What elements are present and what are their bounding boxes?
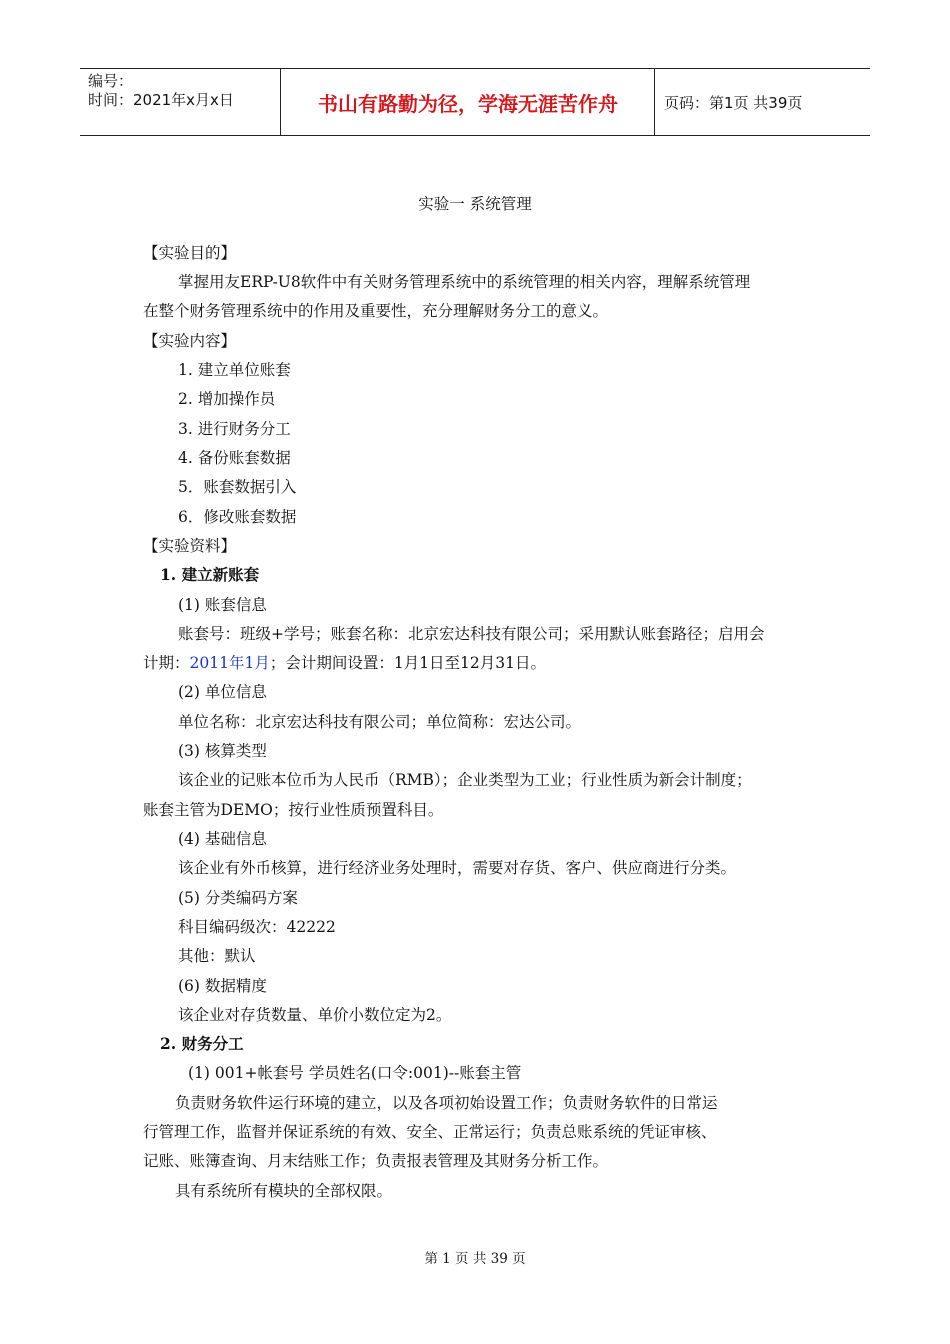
paragraph-line: 具有系统所有模块的全部权限。 (175, 1182, 393, 1200)
header-page-info: 页码：第1页 共39页 (664, 93, 803, 112)
header-divider-left (280, 69, 281, 135)
list-item: 1. 建立单位账套 (178, 361, 291, 379)
item-heading: (5) 分类编码方案 (178, 889, 298, 907)
paragraph-line: 掌握用友ERP-U8软件中有关财务管理系统中的系统管理的相关内容，理解系统管理 (178, 273, 751, 291)
paragraph-line: 科目编码级次：42222 (178, 918, 336, 936)
paragraph-line: 单位名称：北京宏达科技有限公司；单位简称：宏达公司。 (178, 713, 582, 731)
text-span: 计期： (143, 654, 190, 672)
item-heading: (1) 账套信息 (178, 596, 267, 614)
paragraph-line: 该企业对存货数量、单价小数位定为2。 (178, 1006, 452, 1024)
paragraph-line: 记账、账簿查询、月末结账工作；负责报表管理及其财务分析工作。 (143, 1152, 609, 1170)
subsection-heading: 2. 财务分工 (160, 1034, 244, 1053)
list-item: 3. 进行财务分工 (178, 420, 291, 438)
header-time-label: 时间：2021年x月x日 (88, 91, 234, 109)
text-span: ；会计期间设置：1月1日至12月31日。 (269, 654, 546, 672)
paragraph-line: 该企业有外币核算，进行经济业务处理时，需要对存货、客户、供应商进行分类。 (178, 859, 737, 877)
header-divider-right (654, 69, 655, 135)
header-number-label: 编号： (88, 72, 134, 90)
item-heading: (2) 单位信息 (178, 683, 267, 701)
item-heading: (3) 核算类型 (178, 742, 267, 760)
list-item: 4. 备份账套数据 (178, 449, 291, 467)
item-heading: (6) 数据精度 (178, 977, 267, 995)
paragraph-line (143, 653, 546, 673)
section-heading-content: 【实验内容】 (143, 332, 237, 350)
paragraph-line: 其他：默认 (178, 947, 256, 965)
subsection-heading: 1. 建立新账套 (160, 565, 260, 584)
list-item: 5．账套数据引入 (178, 478, 297, 496)
paragraph-line: 账套主管为DEMO；按行业性质预置科目。 (143, 801, 444, 819)
page-footer: 第 1 页 共 39 页 (424, 1251, 526, 1267)
paragraph-line: 该企业的记账本位币为人民币（RMB）；企业类型为工业；行业性质为新会计制度； (178, 771, 752, 789)
list-item: 6．修改账套数据 (178, 508, 297, 526)
paragraph-line: 负责财务软件运行环境的建立，以及各项初始设置工作；负责财务软件的日常运 (175, 1094, 718, 1112)
paragraph-line: 在整个财务管理系统中的作用及重要性，充分理解财务分工的意义。 (143, 302, 609, 320)
paragraph-line: 账套号：班级+学号；账套名称：北京宏达科技有限公司；采用默认账套路径；启用会 (178, 625, 765, 643)
page-header (80, 68, 870, 136)
section-heading-purpose: 【实验目的】 (143, 244, 237, 262)
paragraph-line: 行管理工作，监督并保证系统的有效、安全、正常运行；负责总账系统的凭证审核、 (143, 1123, 717, 1141)
section-heading-materials: 【实验资料】 (143, 537, 237, 555)
doc-title: 实验一 系统管理 (418, 195, 532, 213)
header-motto: 书山有路勤为径，学海无涯苦作舟 (318, 91, 618, 116)
header-meta (88, 69, 280, 135)
highlighted-date: 2011年1月 (189, 654, 270, 672)
item-heading: (1) 001+帐套号 学员姓名(口令:001)--账套主管 (188, 1064, 522, 1082)
item-heading: (4) 基础信息 (178, 830, 267, 848)
list-item: 2. 增加操作员 (178, 390, 276, 408)
